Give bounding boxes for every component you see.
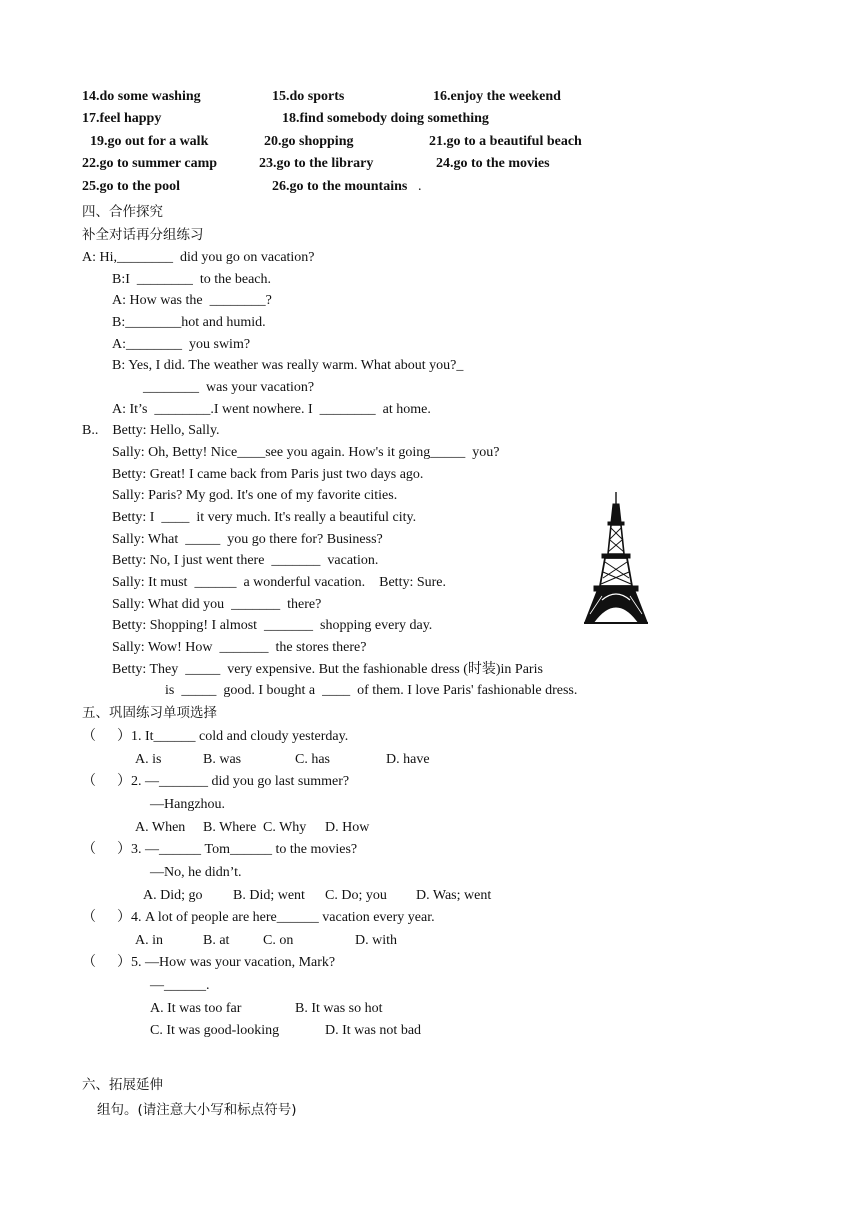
question-stem: （ ）3. —______ Tom______ to the movies? xyxy=(82,842,358,857)
dialog-a-line: A:________ you swim? xyxy=(112,337,251,352)
question-reply: —______. xyxy=(150,978,210,993)
dialog-a-line: A: It’s ________.I went nowhere. I ________ at home. xyxy=(112,402,431,417)
section-6-heading: 六、拓展延伸 xyxy=(82,1077,163,1093)
option-b: B. It was so hot xyxy=(295,1001,383,1016)
dialog-a-line: B:________hot and humid. xyxy=(112,315,266,330)
question-stem: （ ）2. —_______ did you go last summer? xyxy=(82,774,350,789)
dialog-b-line: Sally: Paris? My god. It's one of my favorite cities. xyxy=(112,488,398,503)
option-d: D. Was; went xyxy=(416,888,492,903)
question-stem: （ ）5. —How was your vacation, Mark? xyxy=(82,955,336,970)
phrase-25: 25.go to the pool xyxy=(82,179,180,194)
eiffel-tower-icon xyxy=(582,492,650,626)
dialog-b-line: Sally: Wow! How _______ the stores there? xyxy=(112,640,367,655)
phrase-26-period: . xyxy=(418,179,422,194)
dialog-b-line: Sally: It must ______ a wonderful vacation. Betty: Sure. xyxy=(112,575,447,590)
dialog-b-line: B.. Betty: Hello, Sally. xyxy=(82,423,220,438)
question-stem: （ ）1. It______ cold and cloudy yesterday. xyxy=(82,729,349,744)
option-a: A. Did; go xyxy=(143,888,203,903)
phrase-26: 26.go to the mountains xyxy=(272,179,408,194)
dialog-b-line: Betty: I ____ it very much. It's really a beautiful city. xyxy=(112,510,417,525)
option-c: C. on xyxy=(263,933,294,948)
section-4-heading: 四、合作探究 xyxy=(82,204,163,220)
option-c: C. It was good-looking xyxy=(150,1023,280,1038)
phrase-24: 24.go to the movies xyxy=(436,156,550,171)
section-4-instruction: 补全对话再分组练习 xyxy=(82,227,204,243)
dialog-b-line: Betty: They _____ very expensive. But the fashionable dress (时装)in Paris xyxy=(112,662,543,677)
option-b: B. Did; went xyxy=(233,888,305,903)
phrase-19: 19.go out for a walk xyxy=(90,134,209,149)
option-c: C. Do; you xyxy=(325,888,387,903)
question-reply: —Hangzhou. xyxy=(150,797,226,812)
option-d: D. have xyxy=(386,752,430,767)
phrase-14: 14.do some washing xyxy=(82,89,201,104)
dialog-b-line: Betty: No, I just went there _______ vacation. xyxy=(112,553,379,568)
dialog-b-line: Sally: What _____ you go there for? Business? xyxy=(112,532,383,547)
option-a: A. When xyxy=(135,820,186,835)
phrase-16: 16.enjoy the weekend xyxy=(433,89,561,104)
phrase-22: 22.go to summer camp xyxy=(82,156,218,171)
dialog-a-line: ________ was your vacation? xyxy=(143,380,315,395)
dialog-b-line: Sally: Oh, Betty! Nice____see you again. How's it going_____ you? xyxy=(112,445,500,460)
dialog-b-line: Betty: Shopping! I almost _______ shopping every day. xyxy=(112,618,433,633)
phrase-20: 20.go shopping xyxy=(264,134,354,149)
dialog-a-line: B:I ________ to the beach. xyxy=(112,272,272,287)
option-d: D. It was not bad xyxy=(325,1023,422,1038)
phrase-15: 15.do sports xyxy=(272,89,345,104)
option-a: A. It was too far xyxy=(150,1001,242,1016)
option-a: A. is xyxy=(135,752,162,767)
option-b: B. at xyxy=(203,933,230,948)
option-c: C. Why xyxy=(263,820,307,835)
phrase-21: 21.go to a beautiful beach xyxy=(429,134,582,149)
question-reply: —No, he didn’t. xyxy=(150,865,242,880)
phrase-18: 18.find somebody doing something xyxy=(282,111,489,126)
option-b: B. Where xyxy=(203,820,257,835)
option-d: D. How xyxy=(325,820,370,835)
question-stem: （ ）4. A lot of people are here______ vacation every year. xyxy=(82,910,435,925)
option-d: D. with xyxy=(355,933,397,948)
phrase-23: 23.go to the library xyxy=(259,156,374,171)
dialog-a-line: A: Hi,________ did you go on vacation? xyxy=(82,250,315,265)
dialog-a-line: A: How was the ________? xyxy=(112,293,272,308)
section-5-heading: 五、巩固练习单项选择 xyxy=(82,705,217,721)
option-a: A. in xyxy=(135,933,163,948)
phrase-17: 17.feel happy xyxy=(82,111,162,126)
dialog-a-line: B: Yes, I did. The weather was really warm. What about you?_ xyxy=(112,358,464,373)
dialog-b-line: Betty: Great! I came back from Paris just two days ago. xyxy=(112,467,424,482)
dialog-b-line: Sally: What did you _______ there? xyxy=(112,597,322,612)
option-c: C. has xyxy=(295,752,330,767)
dialog-b-line: is _____ good. I bought a ____ of them. I love Paris' fashionable dress. xyxy=(165,683,578,698)
section-6-instruction: 组句。(请注意大小写和标点符号) xyxy=(97,1102,297,1118)
option-b: B. was xyxy=(203,752,242,767)
